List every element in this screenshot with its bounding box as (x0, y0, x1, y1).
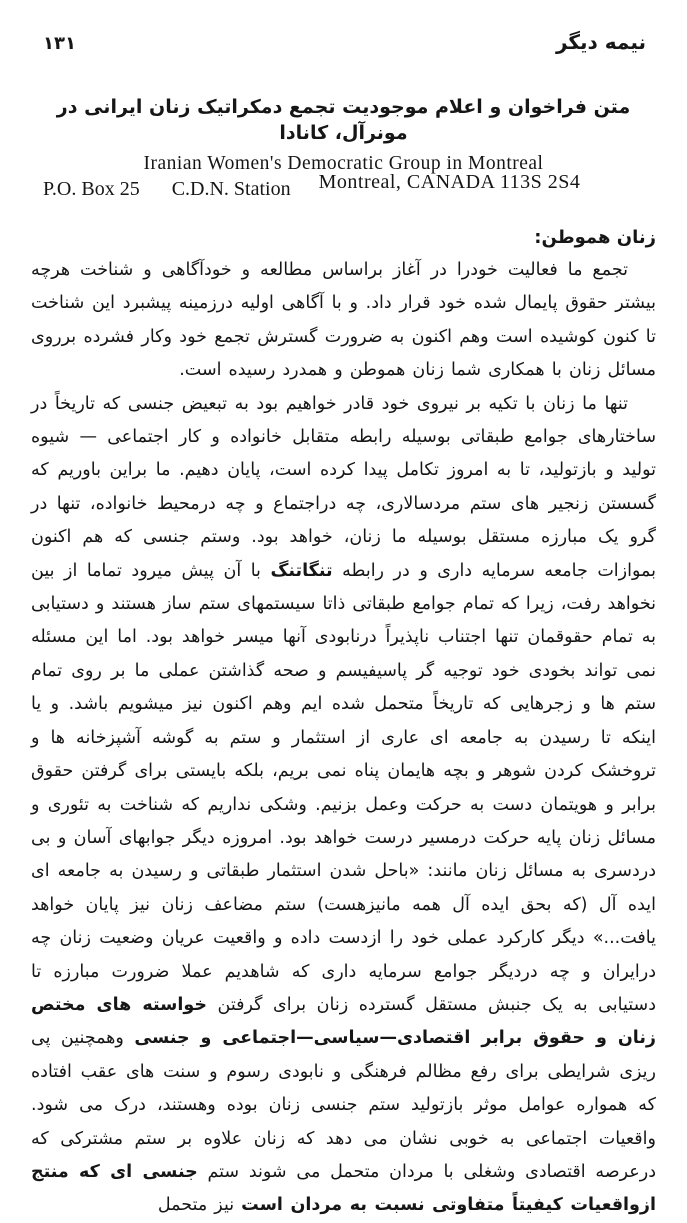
body-text (31, 254, 656, 1223)
address-po-box: P.O. Box 25 (43, 178, 140, 200)
journal-title: نیمه دیگر (555, 30, 646, 54)
body-segment: نیز متحمل (157, 1195, 242, 1216)
body-segment: وهمچنین پی ریزی شرایطی برای رفع مظالم فرهنگی و نابودی رسوم و سنت های عقب افتاده که همواره عوامل موثر بازتولید ستم جنسی زنان بوده وهستند، درک می شود. واقعیات اجتماعی به خوبی نشان می دهد که زنان علاوه بر ستم مشترکی که درعرصه اقتصادی وشغلی با مردان متحمل می شوند ستم (31, 1028, 656, 1182)
organization-name-english: Iranian Women's Democratic Group in Montreal (143, 153, 544, 174)
mailing-address (31, 171, 656, 201)
running-head (31, 30, 656, 54)
page-number: ۱۳۱ (43, 33, 76, 54)
emphasized-text: تنگاتنگ (270, 560, 333, 581)
address-station: C.D.N. Station (171, 178, 291, 200)
paragraph (31, 388, 656, 1223)
announcement-title: متن فراخوان و اعلام موجودیت تجمع دمکراتیک زنان ایرانی در مونرآل، کانادا (56, 96, 631, 144)
emphasized-text: خواسته های مختص زنان و حقوق برابر اقتصادی—سیاسی—اجتماعی و جنسی (31, 994, 656, 1049)
paragraph (31, 254, 656, 388)
body-segment: تجمع ما فعالیت خودرا در آغاز براساس مطالعه و خودآگاهی و شناخت هرچه بیشتر حقوق پایمال شده خود قرار داد. و با آگاهی اولیه درزمینه پیشبرد این شناخت تا کنون کوشیده است وهم اکنون به ضرورت گسترش تجمع خود وکار فشرده برروی مسائل زنان با همکاری شما زنان هموطن و همدرد رسیده است. (31, 260, 656, 381)
letter-salutation: زنان هموطن: (534, 227, 656, 248)
body-segment: تنها ما زنان با تکیه بر نیروی خود قادر خواهیم بود به تبعیض جنسی که تاریخاً در ساختارهای جوامع طبقاتی بوسیله رابطه متقابل خانواده و کار اجتماعی — شیوه تولید و بازتولید، تا به امروز تکامل پیدا کرده است، پایان دهیم. ما براین باوریم که گسستن زنجیر های ستم مردسالاری، چه دراجتماع و چه درمحیط خانواده، تنها در گرو یک مبارزه مستقل بوسیله ما زنان، خواهد بود. وستم جنسی که هم اکنون بموازات جامعه سرمایه داری و در رابطه (31, 393, 656, 581)
address-city-postal: Montreal, CANADA 113S 2S4 (318, 171, 581, 193)
emphasized-text: جنسی ای که منتج ازواقعیات کیفیتاً متفاوتی نسبت به مردان است (31, 1161, 656, 1216)
body-segment: با آن پیش میرود تماما از بین نخواهد رفت، زیرا که تمام جوامع طبقاتی ذاتا سیستمهای ستم ساز هستند و دستیابی به تمام حقوقمان تنها اجتناب ناپذیراً درنابودی آنها میسر خواهد بود. اما این مسئله نمی تواند بخودی خود توجیه گر پاسیفیسم و صحه گذاشتن عملی ما بر روی تمام ستم ها و زجرهایی که تاریخاً متحمل شده ایم وهم اکنون نیز میشویم باشد. و یا اینکه تا رسیدن به جامعه ای عاری از استثمار و ستم به گوشه آشپزخانه ها و تروخشک کردن شوهر و بچه هایمان پناه نمی بریم، بلکه بایستی برای گرفتن حقوق برابر و هویتمان دست به حرکت وعمل بزنیم. وشکی نداریم که شناخت به تئوری و مسائل زنان پایه حرکت درمسیر درست خواهد بود. امروزه دیگر جوابهای آسان و بی دردسری به مسائل زنان مانند: «باحل شدن استثمار طبقاتی و رسیدن به جامعه ای ایده آل (که بحق ایده آل همه مانیزهست) ستم مضاعف زنان نیز پایان خواهد یافت...» دیگر کارکرد عملی خود را ازدست داده و واقعیت عریان وضعیت زنان چه درایران و چه دردیگر جوامع سرمایه داری که شاهدیم عملا ضرورت مبارزه تا دستیابی به یک جنبش مستقل گسترده زنان برای گرفتن (31, 560, 656, 1015)
